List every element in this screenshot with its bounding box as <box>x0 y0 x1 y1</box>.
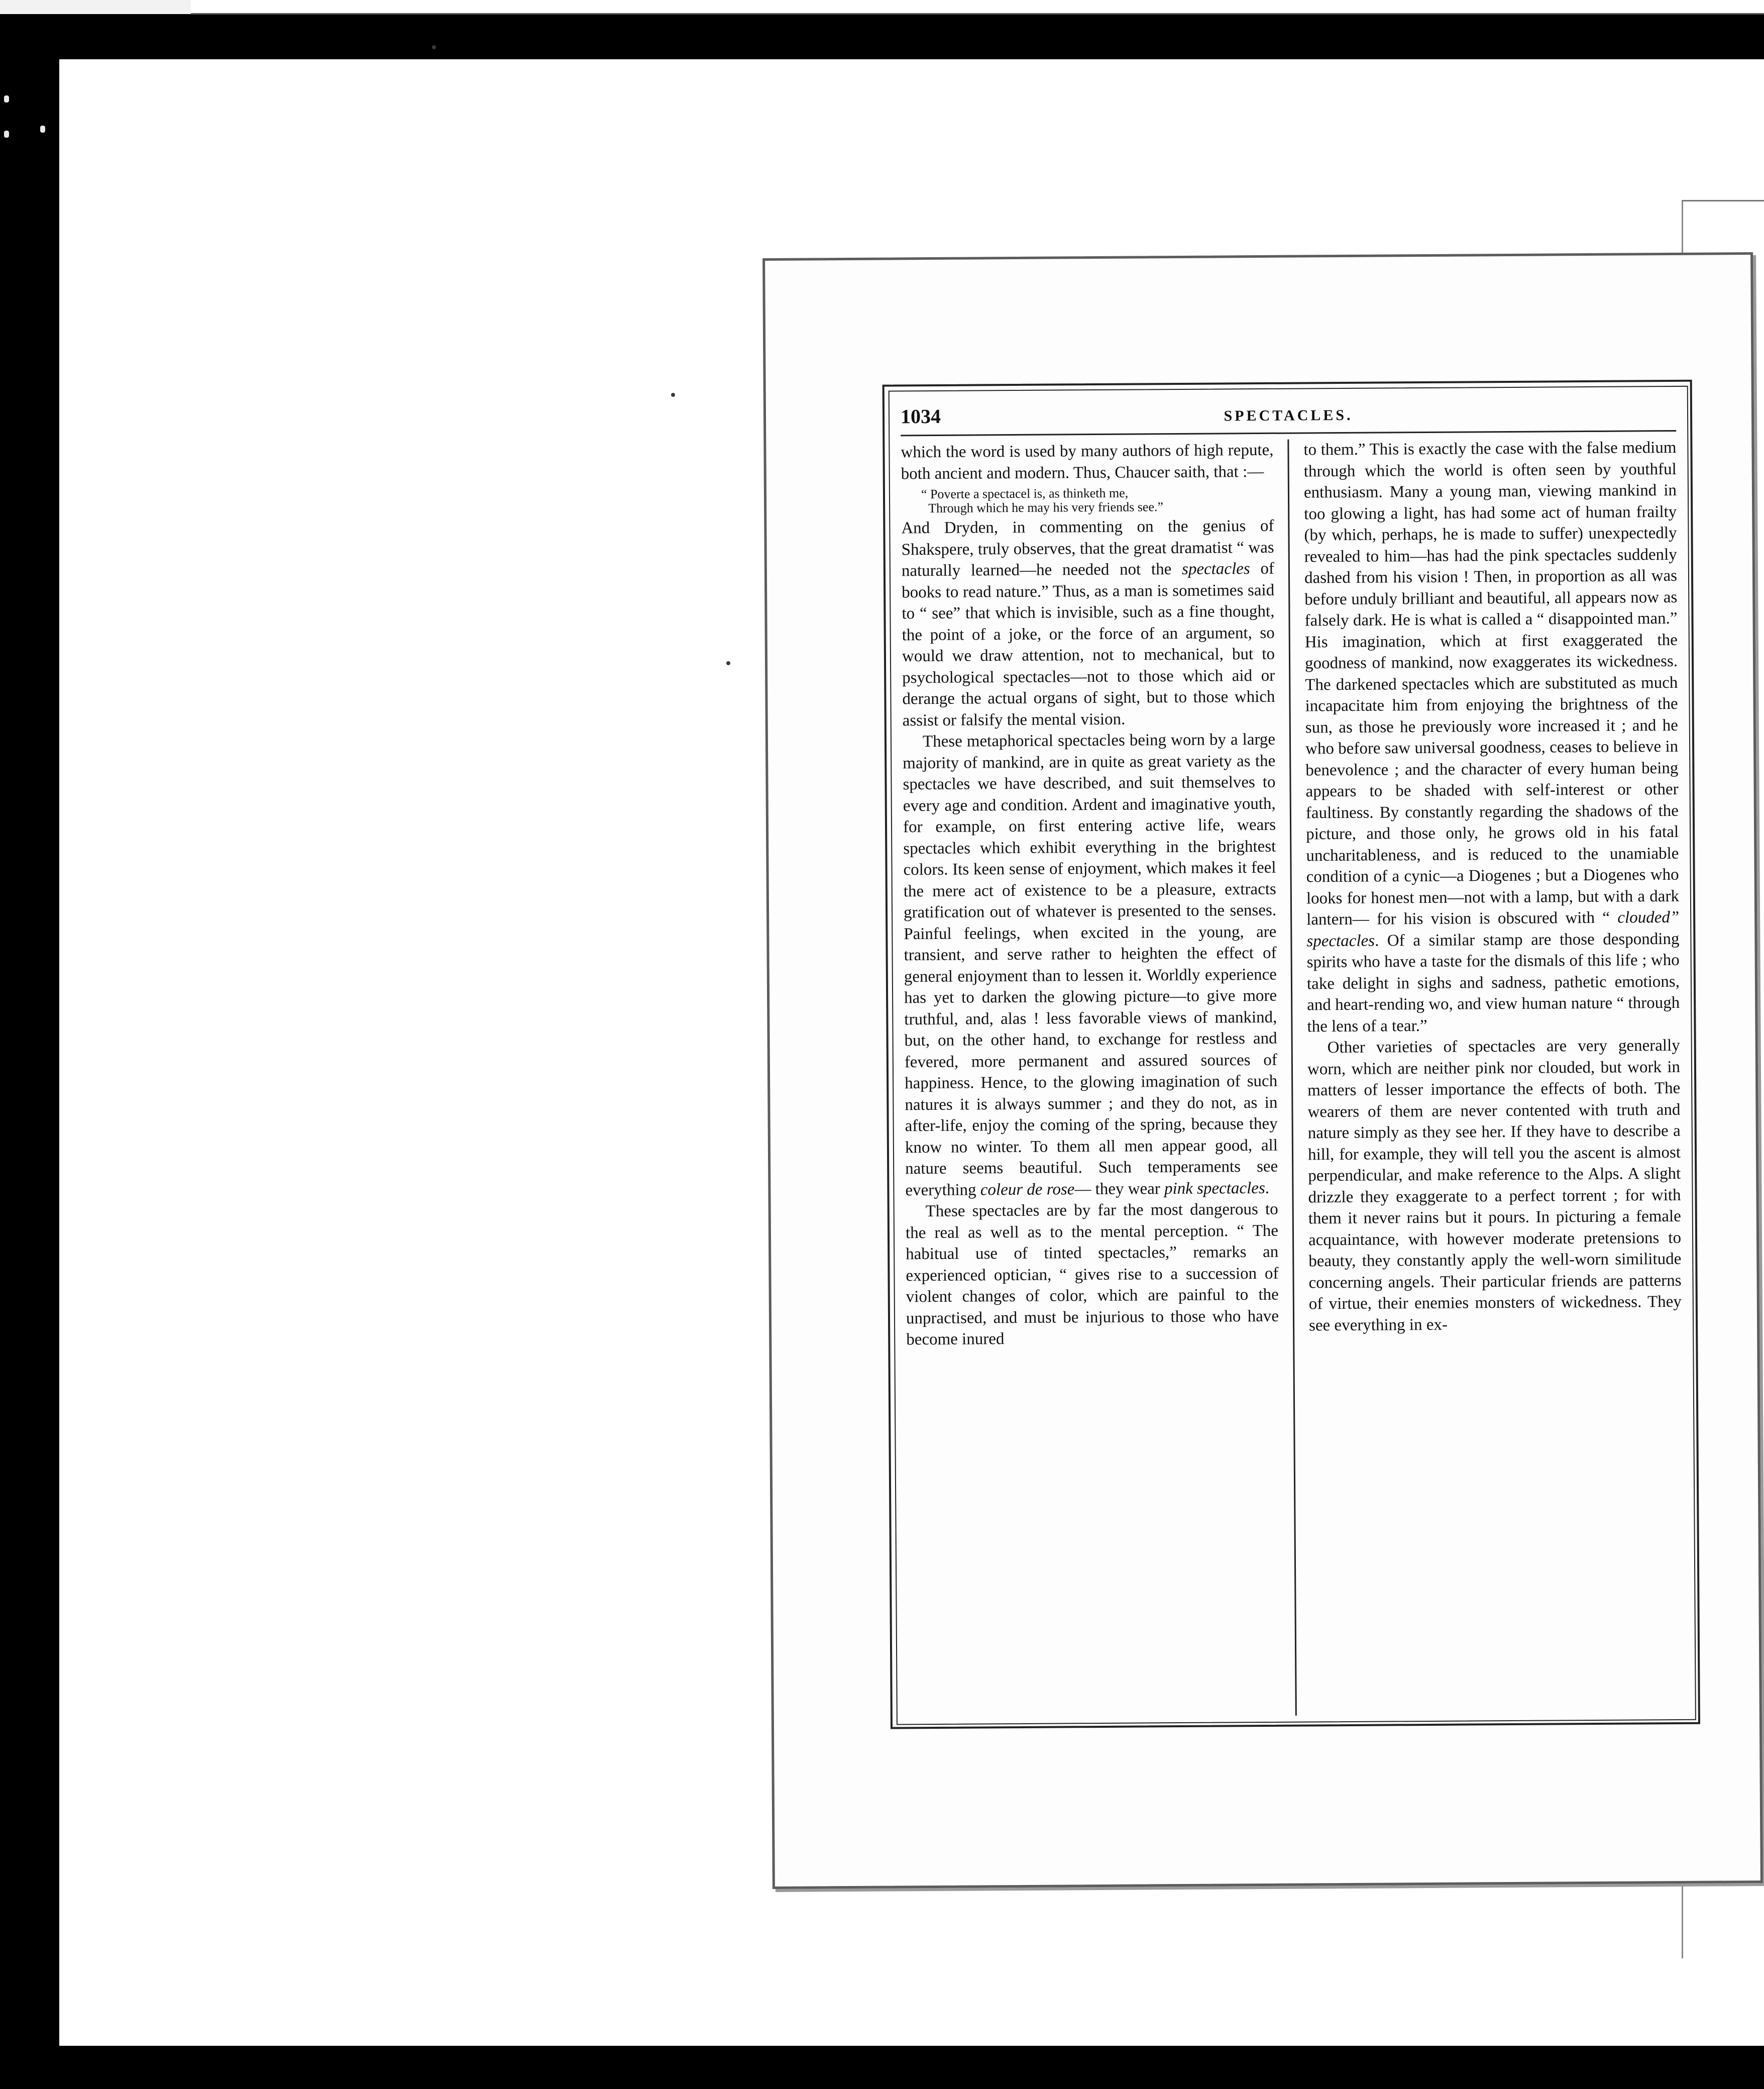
text-run: — they wear <box>1074 1179 1165 1198</box>
text-run: And Dryden, in commenting on the genius of Shakspere, truly observes, that the great dramatist “ was naturally learned—he needed not the <box>901 516 1274 580</box>
text-run: . <box>1265 1179 1270 1197</box>
dust-speck <box>671 393 675 397</box>
paragraph <box>903 729 1278 1201</box>
quote-line: Through which he may his very friends see.” <box>928 499 1164 516</box>
quote-line: “ Poverte a spectacel is, as thinketh me, <box>921 485 1129 502</box>
page-frame-inner <box>889 386 1696 1725</box>
italic-text: coleur de rose <box>980 1180 1075 1199</box>
scan-artifact <box>4 95 9 102</box>
text-columns <box>901 437 1684 1718</box>
book-page <box>762 252 1763 1889</box>
paragraph <box>1303 437 1680 1037</box>
text-run: of books to read nature.” Thus, as a man is sometimes said to “ see” that which is invisible, such as a fine thought, the point of a joke, or the force of an argument, so would we draw attention, not to mechanical, but to psychological spectacles—not to those which aid or derange the actual organs of sight, but to those which assist or falsify the mental vision. <box>902 559 1275 729</box>
italic-text: spectacles <box>1181 560 1250 578</box>
top-scan-strip <box>0 0 1764 14</box>
left-column <box>901 440 1279 1350</box>
page-frame <box>883 380 1700 1729</box>
text-run: . Of a similar stamp are those desponding spirits who have a taste for the dismals of this life ; who take delight in sighs and sadness, pathetic emotions, and heart-rending wo, and view human nature “ through the lens of a tear.” <box>1306 929 1680 1035</box>
right-column <box>1303 437 1682 1336</box>
page-title: SPECTACLES. <box>1224 406 1353 425</box>
paragraph: which the word is used by many authors of high repute, both ancient and modern. Thus, Chaucer saith, that :— <box>901 441 1274 483</box>
italic-text: pink spectacles <box>1164 1179 1265 1198</box>
column-rule <box>1287 440 1297 1716</box>
dust-speck <box>726 661 730 665</box>
paragraph <box>901 515 1275 732</box>
block-quote <box>921 485 1274 515</box>
paragraph: These spectacles are by far the most dangerous to the real as well as to the mental perception. “ The habitual use of tinted spectacles,” remarks an experienced optician, “ gives rise to a succession of violent changes of color, which are painful to the unpractised, and must be injurious to those who have become inured <box>905 1200 1279 1349</box>
page-number: 1034 <box>900 404 941 428</box>
scan-artifact <box>40 126 45 133</box>
dust-speck <box>432 45 436 49</box>
adjacent-page-edge <box>191 0 1764 15</box>
paragraph: Other varieties of spectacles are very generally worn, which are neither pink nor clouded, but work in matters of lesser importance the effects of both. The wearers of them are never contented with truth and nature simply as they see her. If they have to describe a hill, for example, they will tell you the ascent is almost perpendicular, and make reference to the Alps. A slight drizzle they exaggerate to a perfect torrent ; for with them it never rains but it pours. In picturing a female acquaintance, with however moderate pretensions to beauty, they constantly apply the well-worn similitude concerning angels. Their particular friends are patterns of virtue, their enemies monsters of wickedness. They see everything in ex- <box>1307 1036 1682 1334</box>
italic-text: clouded” spectacles <box>1306 908 1680 950</box>
back-page-rule <box>1682 200 1764 201</box>
text-run: These metaphorical spectacles being worn by a large majority of mankind, are in quite as great variety as the spectacles we have described, and suit themselves to every age and condition. Ardent and imaginative youth, for example, on first entering active life, wears spectacles which exhibit everything in the brightest colors. Its keen sense of enjoyment, which makes it feel the mere act of existence to be a pleasure, extracts gratification out of whatever is presented to the senses. Painful feelings, when excited in the young, are transient, and serve rather to heighten the effect of general enjoyment than to lessen it. Worldly experience has yet to darken the glowing picture—to give more truthful, and, alas ! less favorable views of mankind, but, on the other hand, to exchange for restless and fevered, more permanent and assured sources of happiness. Hence, to the glowing imagination of such natures it is always summer ; and they do not, as in after-life, enjoy the coming of the spring, because they know no winter. To them all men appear good, all nature seems beautiful. Such temperaments see everything <box>903 730 1278 1199</box>
text-run: to them.” This is exactly the case with the false medium through which the world is often seen by youthful enthusiasm. Many a young man, viewing mankind in too glowing a light, has had some act of human frailty (by which, perhaps, he is made to suffer) unexpectedly revealed to him—has had the pink spectacles suddenly dashed from his vision ! Then, in proportion as all was before unduly brilliant and beautiful, all appears now as falsely dark. He is what is called a “ disappointed man.” His imagination, which at first exaggerated the goodness of mankind, now exaggerates its wickedness. The darkened spectacles which are substituted as much incapacitate him from enjoying the brightness of the sun, as those he previously wore increased it ; and he who before saw universal goodness, ceases to believe in benevolence ; and the character of every human being appears to be shaded with self-interest or other faultiness. By constantly regarding the shadows of the picture, and those only, he grows old in his fatal uncharitableness, and is reduced to the unamiable condition of a cynic—a Diogenes ; but a Diogenes who looks for honest men—not with a lamp, but with a dark lantern— for his vision is obscured with “ <box>1303 438 1680 929</box>
running-head <box>901 400 1676 436</box>
scan-artifact <box>4 131 9 138</box>
